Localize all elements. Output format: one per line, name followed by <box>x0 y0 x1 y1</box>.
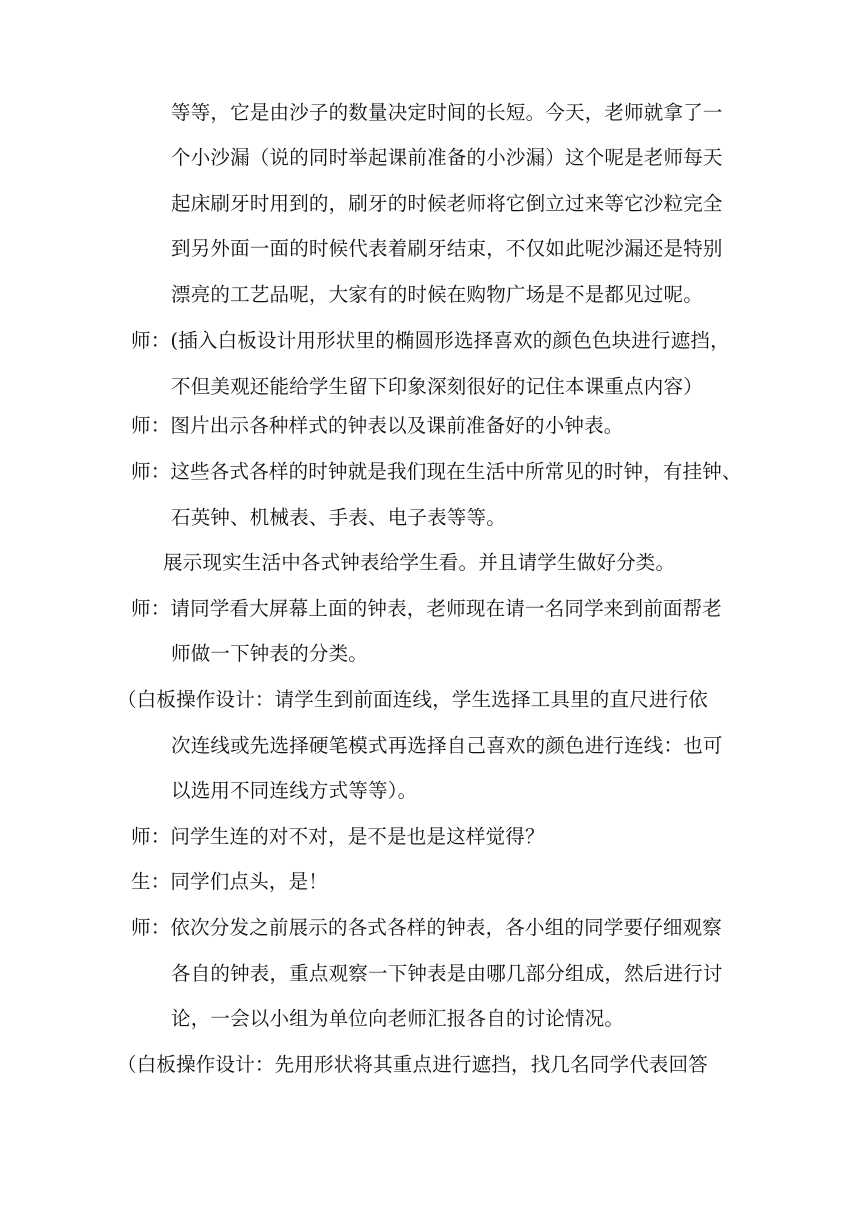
text-line-16: 以选用不同连线方式等等）。 <box>171 779 418 802</box>
text-line-11: 展示现实生活中各式钟表给学生看。并且请学生做好分类。 <box>163 551 676 574</box>
text-line-15: 次连线或先选择硬笔模式再选择自己喜欢的颜色进行连线：也可 <box>171 734 723 757</box>
text-line-22: （白板操作设计：先用形状将其重点进行遮挡，找几名同学代表回答 <box>117 1053 709 1076</box>
text-line-6: 师：(插入白板设计用形状里的椭圆形选择喜欢的颜色色块进行遮挡， <box>131 329 730 352</box>
text-line-14: （白板操作设计：请学生到前面连线，学生选择工具里的直尺进行依 <box>117 688 709 711</box>
text-line-18: 生：同学们点头，是！ <box>131 870 329 893</box>
text-line-4: 到另外面一面的时候代表着刷牙结束，不仅如此呢沙漏还是特别 <box>171 237 723 260</box>
text-line-7: 不但美观还能给学生留下印象深刻很好的记住本课重点内容） <box>171 375 703 398</box>
text-line-9: 师：这些各式各样的时钟就是我们现在生活中所常见的时钟，有挂钟、 <box>131 460 742 483</box>
text-line-12: 师：请同学看大屏幕上面的钟表，老师现在请一名同学来到前面帮老 <box>131 597 723 620</box>
text-line-10: 石英钟、机械表、手表、电子表等等。 <box>171 506 506 529</box>
text-line-20: 各自的钟表，重点观察一下钟表是由哪几部分组成，然后进行讨 <box>171 962 723 985</box>
text-line-17: 师：问学生连的对不对，是不是也是这样觉得？ <box>131 825 545 848</box>
text-line-2: 个小沙漏（说的同时举起课前准备的小沙漏）这个呢是老师每天 <box>171 146 723 169</box>
text-line-19: 师：依次分发之前展示的各式各样的钟表，各小组的同学要仔细观察 <box>131 916 723 939</box>
text-line-5: 漂亮的工艺品呢，大家有的时候在购物广场是不是都见过呢。 <box>171 283 703 306</box>
text-line-1: 等等，它是由沙子的数量决定时间的长短。今天，老师就拿了一 <box>171 101 723 124</box>
text-line-3: 起床刷牙时用到的，刷牙的时候老师将它倒立过来等它沙粒完全 <box>171 192 723 215</box>
text-line-21: 论，一会以小组为单位向老师汇报各自的讨论情况。 <box>171 1007 625 1030</box>
text-line-13: 师做一下钟表的分类。 <box>171 642 369 665</box>
text-line-8: 师：图片出示各种样式的钟表以及课前准备好的小钟表。 <box>131 414 624 437</box>
